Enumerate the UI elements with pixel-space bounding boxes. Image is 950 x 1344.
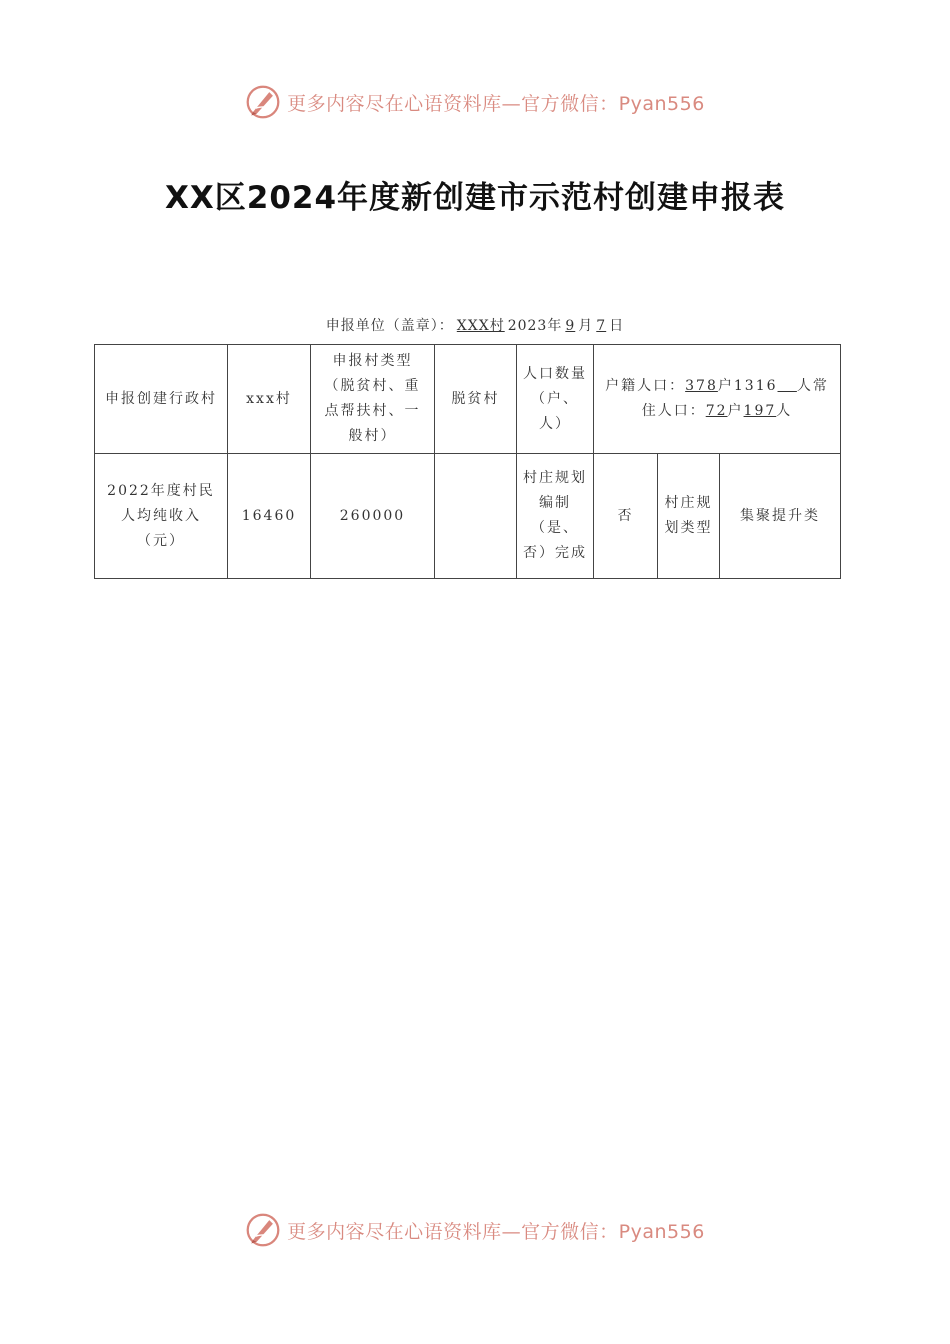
value-population: 户籍人口：378户1316 人常住人口：72户197人 [594,345,841,454]
declaration-line: 申报单位（盖章）： XXX村 2023年 9 月 7 日 [325,318,625,334]
pen-logo-icon [245,1212,281,1248]
value-cell-3: 260000 [311,454,435,579]
value-income: 16460 [228,454,311,579]
pen-logo-icon [245,84,281,120]
declaration-month: 9 [565,318,576,334]
value-planning-type: 集聚提升类 [720,454,841,579]
watermark-text: 更多内容尽在心语资料库—官方微信：Pyan556 [287,92,705,115]
application-form-table [94,344,841,579]
value-village: xxx村 [228,345,311,454]
table-row [95,345,841,454]
declaration-unit: XXX村 [456,318,505,334]
resident-households: 72 [705,403,728,419]
declaration-year: 2023 [507,318,548,334]
label-village-type: 申报村类型（脱贫村、重点帮扶村、一般村） [311,345,435,454]
value-cell-4 [435,454,517,579]
declaration-day: 7 [596,318,607,334]
registered-households: 378 [685,378,718,394]
registered-people: 1316 [733,378,778,394]
table-row [95,454,841,579]
watermark-bottom [0,1212,950,1248]
label-village: 申报创建行政村 [95,345,228,454]
resident-people: 197 [743,403,777,419]
value-planning-done: 否 [594,454,658,579]
label-income: 2022年度村民人均纯收入（元） [95,454,228,579]
declaration-label: 申报单位（盖章）： [325,318,454,334]
label-planning-done: 村庄规划编制（是、否）完成 [517,454,594,579]
watermark-text: 更多内容尽在心语资料库—官方微信：Pyan556 [287,1220,705,1243]
page-title: XX区2024年度新创建市示范村创建申报表 [164,180,786,216]
value-village-type: 脱贫村 [435,345,517,454]
label-population: 人口数量（户、人） [517,345,594,454]
watermark-top [0,84,950,120]
label-planning-type: 村庄规划类型 [658,454,720,579]
